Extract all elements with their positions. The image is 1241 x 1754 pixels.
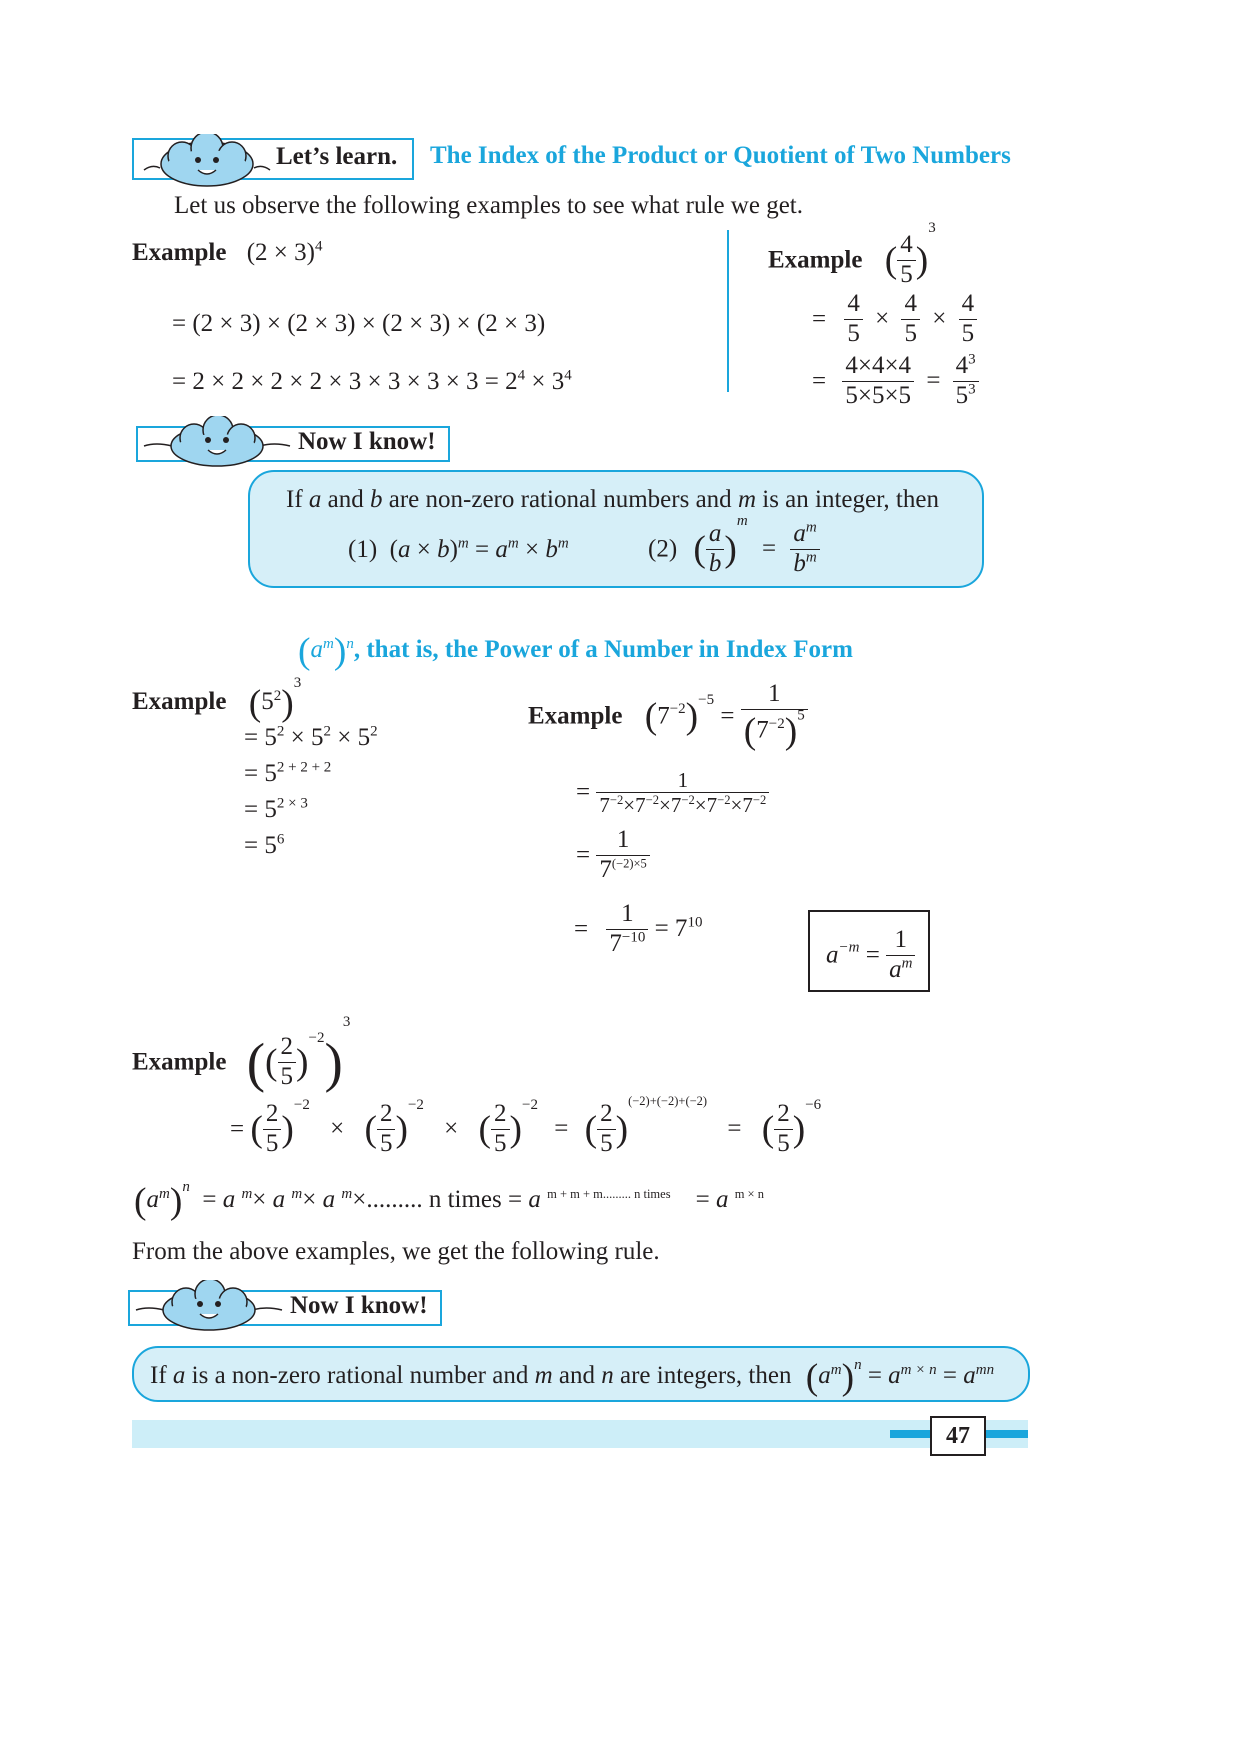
cloud-mascot-icon (142, 134, 272, 188)
example-1-exp: 4 (314, 238, 323, 255)
example-label: Example (132, 1048, 227, 1076)
example-4-line4: = $\frac{1}{7^{-10}}$ = $7^{10}$ (574, 900, 703, 957)
general-expansion: $(a^m)^n = a$ $^m$× a $^m$× a $^m$×......... n times = a $^{m + m + m......... n times}$ = a $^{m \times n}$ (134, 1179, 764, 1222)
section-2-title: $(a^m)^n$, that is, the Power of a Number in Index Form (298, 631, 853, 672)
cloud-mascot-icon (142, 416, 292, 470)
lets-learn-label (132, 138, 414, 180)
example-1-expr: (2 × 3) (246, 239, 315, 266)
example-3-heading: Example $(5^2)^3$ (132, 675, 302, 724)
know-1-rule-2: (2) ( $\frac{a}{b}$ )$^m$ = $\frac{a^m}{b^m}$ (648, 520, 820, 579)
now-i-know-label-1 (136, 426, 450, 462)
example-4-line2: = $\frac{1}{7^{-2}\times 7^{-2}\times 7^{-2}\times 7^{-2}\times 7^{-2}}$ (576, 768, 769, 817)
intro-text: Let us observe the following examples to see what rule we get. (174, 192, 803, 219)
example-3-line2: = $5^{2 + 2 + 2}$ (244, 759, 332, 787)
example-label: Example (768, 246, 863, 274)
cloud-mascot-icon (134, 1280, 284, 1334)
lets-learn-text: Let’s learn. (276, 143, 398, 170)
now-i-know-box-2 (132, 1346, 1030, 1402)
example-1-line2-exp-b: 4 (564, 367, 572, 384)
column-divider (727, 230, 729, 392)
example-2-fraction: $\frac{4}{5}$ (897, 231, 916, 290)
example-4-heading: Example $(7^{-2})^{-5}$ = $\frac{1}{(7^{-2})^5}$ (528, 680, 808, 753)
example-5-heading: Example (( $\frac{2}{5}$ )$^{-2}$)$^3$ (132, 1014, 351, 1093)
example-1-line1: = (2 × 3) × (2 × 3) × (2 × 3) × (2 × 3) (172, 310, 546, 337)
example-1-line2 (172, 368, 572, 396)
conclusion-text: From the above examples, we get the following rule. (132, 1238, 660, 1265)
example-1-line2-mid: × 3 (525, 368, 565, 395)
example-label: Example (132, 239, 227, 266)
now-i-know-text: Now I know! (290, 1292, 428, 1319)
example-1-heading (132, 239, 322, 267)
section-title: The Index of the Product or Quotient of Two Numbers (430, 142, 1011, 169)
example-5-line1: = ( $\frac{2}{5}$ )$^{-2}$ × ( $\frac{2}{5}$ )$^{-2}$ × ( $\frac{2}{5}$ )$^{-2}$ = ( $\frac{2}{5}$ )$^{(-2)+(-2)+(-2)}$ = ( $\frac{2}{5}$ )$^{-6}$ (230, 1093, 822, 1157)
example-label: Example (528, 702, 623, 730)
example-2-heading: Example ( $\frac{4}{5}$ )$^3$ (768, 220, 936, 288)
now-i-know-label-2 (128, 1290, 442, 1326)
example-2-line2: = $\frac{4\times 4\times 4}{5\times 5\times 5}$ = $\frac{4^3}{5^3}$ (812, 352, 979, 411)
example-1-line2-a: = 2 × 2 × 2 × 2 × 3 × 3 × 3 × 3 = 2 (172, 368, 518, 395)
page-number: 47 (930, 1416, 986, 1456)
now-i-know-text: Now I know! (298, 428, 436, 455)
now-i-know-box-1 (248, 470, 984, 588)
know-1-statement: If a and b are non-zero rational numbers and m is an integer, then (286, 486, 939, 513)
example-3-line4: = $5^6$ (244, 831, 285, 859)
know-1-rule-1: (1) $(a \times b)^m = a^m \times b^m$ (348, 535, 569, 563)
know-2-statement: If a is a non-zero rational number and m and n are integers, then $(a^m)^n = a^{m \times n} = a^{mn}$ (150, 1357, 995, 1398)
negative-exponent-rule-box: $a^{-m}$ = $\frac{1}{a^m}$ (808, 910, 930, 992)
example-4-line3: = $\frac{1}{7^{(-2)\times 5}}$ (576, 826, 650, 885)
example-2-exp: 3 (928, 220, 936, 236)
example-3-line3: = $5^{2 \times 3}$ (244, 795, 308, 823)
example-3-line1: = $5^2 \times 5^2 \times 5^2$ (244, 723, 378, 751)
example-2-line1: = $\frac{4}{5}$ × $\frac{4}{5}$ × $\frac{4}{5}$ (812, 290, 977, 349)
example-1-line2-exp-a: 4 (517, 367, 526, 384)
example-label: Example (132, 688, 227, 716)
